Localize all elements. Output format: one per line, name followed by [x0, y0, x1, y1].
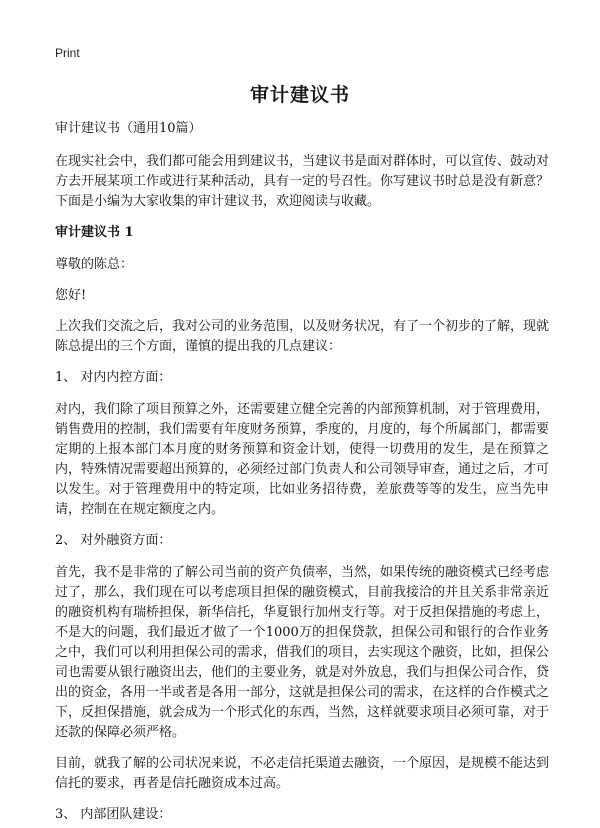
intro-paragraph: 在现实社会中，我们都可能会用到建议书，当建议书是面对群体时，可以宣传、鼓动对方去开展某项工作或进行某种活动，具有一定的号召性。你写建议书时总是没有新意？下面是小编为大家收集的审计建议书，欢迎阅读与收藏。	[55, 154, 550, 209]
document-subtitle: 审计建议书（通用10篇）	[55, 121, 202, 136]
page-title: 审计建议书	[249, 84, 350, 106]
document-body	[55, 119, 549, 828]
print-link[interactable]: Print	[55, 46, 80, 60]
paragraph-internal-control: 对内，我们除了项目预算之外，还需要建立健全完善的内部预算机制，对于管理费用，销售费用的控制，我们需要有年度财务预算，季度的，月度的，每个所属部门，都需要定期的上报本部门本月度的财务预算和资金计划，使得一切费用的发生，是在预算之内，特殊情况需要超出预算的，必须经过部门负责人和公司领导审查，通过之后，才可以发生。对于管理费用中的特定项，比如业务招待费，差旅费等等的发生，应当先申请，控制在在规定额度之内。	[55, 402, 550, 517]
opening-paragraph: 上次我们交流之后，我对公司的业务范围，以及财务状况，有了一个初步的了解，现就陈总提出的三个方面，谨慎的提出我的几点建议：	[55, 319, 550, 354]
heading-team-building: 3、 内部团队建设：	[55, 807, 172, 822]
paragraph-external-financing: 首先，我不是非常的了解公司当前的资产负债率，当然，如果传统的融资模式已经考虑过了，那么，我们现在可以考虑项目担保的融资模式，目前我接洽的并且关系非常亲近的融资机构有瑞桥担保，新华信托，华夏银行加州支行等。对于反担保措施的考虑上，不是大的问题，我们最近才做了一个1000万的担保贷款，担保公司和银行的合作业务之中，我们可以利用担保公司的需求，借我们的项目，去实现这个融资，比如，担保公司也需要从银行融资出去，他们的主要业务，就是对外放息，我们与担保公司合作，贷出的资金，各用一半或者是各用一部分，这就是担保公司的需求，在这样的合作模式之下，反担保措施，就会成为一个形式化的东西，当然，这样就要求项目必须可靠，对于还款的保障必须严格。	[55, 565, 550, 740]
paragraph-trust-financing: 目前，就我了解的公司状况来说，不必走信托渠道去融资，一个原因，是规模不能达到信托的要求，再者是信托融资成本过高。	[55, 756, 550, 791]
heading-external-financing: 2、 对外融资方面：	[55, 533, 172, 548]
salutation: 尊敬的陈总：	[55, 257, 134, 272]
section-title: 审计建议书 1	[55, 225, 134, 240]
heading-internal-control: 1、 对内内控方面：	[55, 370, 172, 385]
greeting: 您好!	[55, 288, 87, 303]
